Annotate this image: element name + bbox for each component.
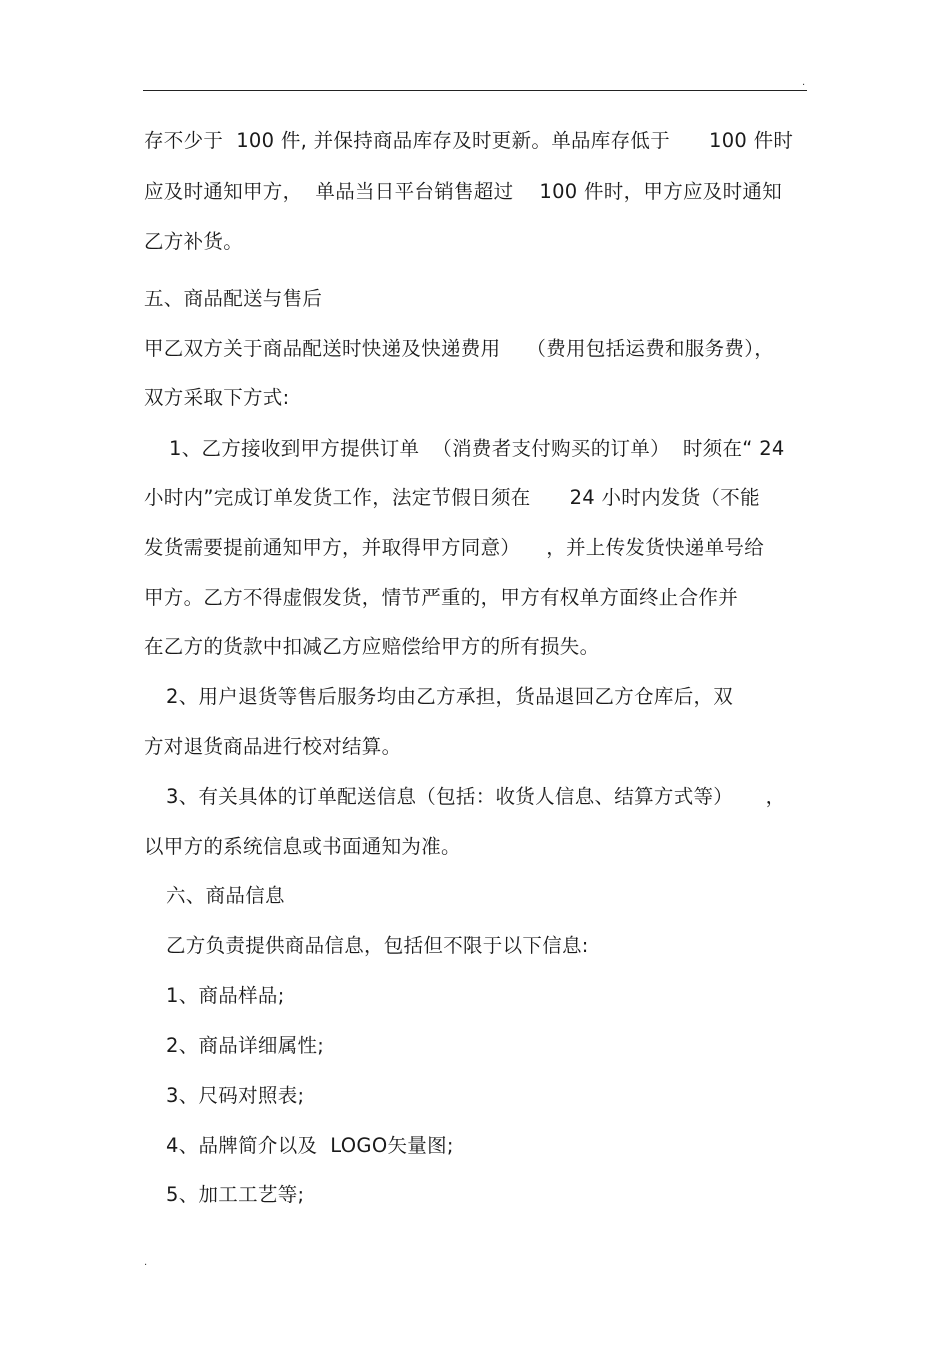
text-line: 甲方。乙方不得虚假发货，情节严重的，甲方有权单方面终止合作并 (144, 586, 739, 609)
text-line: 存不少于 100 件, 并保持商品库存及时更新。单品库存低于 100 件时 (144, 129, 794, 152)
text-line: 应及时通知甲方， 单品当日平台销售超过 100 件时，甲方应及时通知 (144, 180, 783, 203)
text-line: 3、有关具体的订单配送信息（包括：收货人信息、结算方式等） ， (166, 785, 786, 808)
text-line: 甲乙双方关于商品配送时快递及快递费用 （费用包括运费和服务费）， (144, 337, 775, 360)
list-item: 2、商品详细属性; (166, 1034, 325, 1057)
text-line: 发货需要提前通知甲方，并取得甲方同意） ，并上传发货快递单号给 (144, 536, 764, 559)
text-line: 乙方补货。 (144, 230, 244, 253)
list-item: 1、商品样品; (166, 984, 285, 1007)
corner-mark-bottom-left: . (144, 1257, 148, 1268)
list-item: 3、尺码对照表; (166, 1084, 305, 1107)
list-item: 4、品牌简介以及 LOGO矢量图; (166, 1134, 454, 1157)
text-line: 乙方负责提供商品信息，包括但不限于以下信息: (166, 934, 589, 957)
section-heading: 五、商品配送与售后 (144, 287, 323, 310)
text-line: 2、用户退货等售后服务均由乙方承担，货品退回乙方仓库后，双 (166, 685, 734, 708)
corner-mark-top-right: . (802, 77, 806, 88)
text-line: 双方采取下方式: (144, 386, 290, 409)
text-line: 方对退货商品进行校对结算。 (144, 735, 402, 758)
text-line: 小时内”完成订单发货工作，法定节假日须在 24 小时内发货（不能 (144, 486, 760, 509)
section-heading: 六、商品信息 (166, 884, 285, 907)
text-line: 以甲方的系统信息或书面通知为准。 (144, 835, 461, 858)
text-line: 1、乙方接收到甲方提供订单 （消费者支付购买的订单） 时须在“ 24 (156, 437, 785, 460)
list-item: 5、加工工艺等; (166, 1183, 305, 1206)
text-line: 在乙方的货款中扣减乙方应赔偿给甲方的所有损失。 (144, 635, 600, 658)
